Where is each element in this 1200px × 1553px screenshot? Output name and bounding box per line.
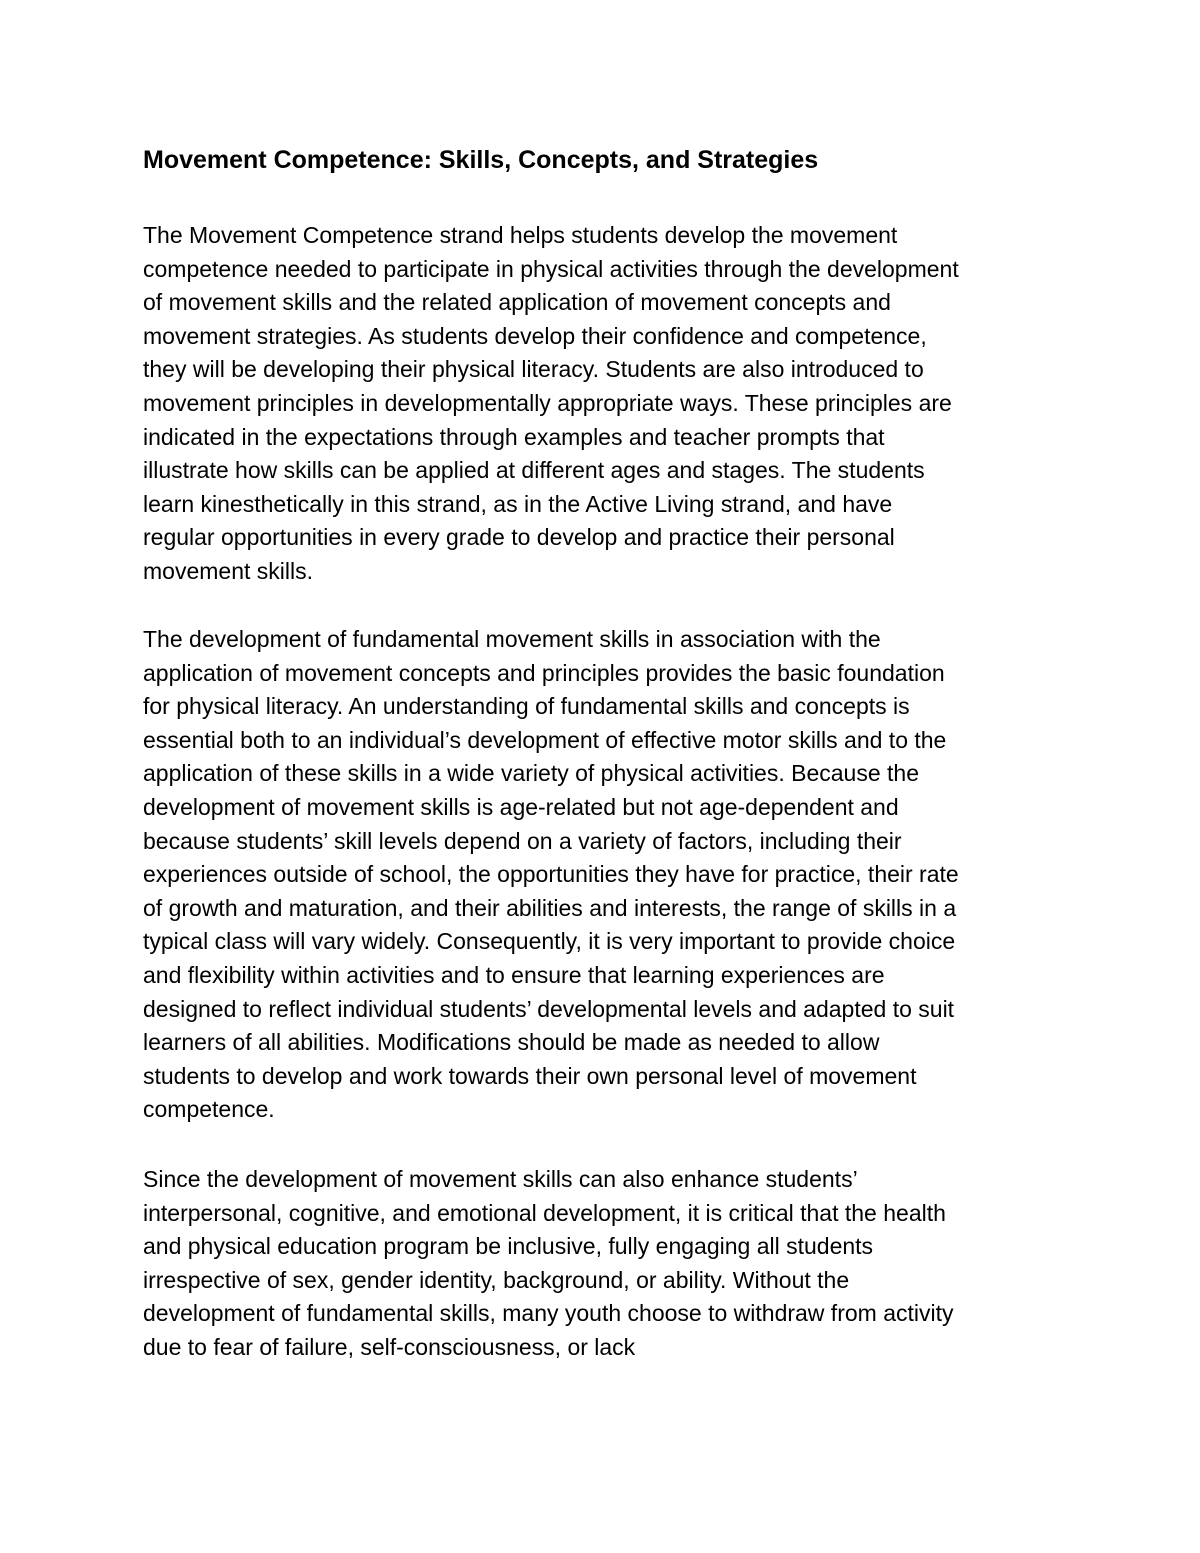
text-line: development of fundamental skills, many youth choose to withdraw from activity: [143, 1300, 954, 1327]
text-line: development of movement skills is age-related but not age-dependent and: [143, 793, 899, 820]
text-line: for physical literacy. An understanding of fundamental skills and concepts is: [143, 693, 910, 720]
text-line: application of movement concepts and principles provides the basic foundation: [143, 659, 945, 686]
text-line: students to develop and work towards their own personal level of movement: [143, 1062, 917, 1089]
text-line: indicated in the expectations through examples and teacher prompts that: [143, 423, 885, 450]
text-line: designed to reflect individual students’ developmental levels and adapted to suit: [143, 995, 955, 1022]
text-line: experiences outside of school, the opportunities they have for practice, their rate: [143, 861, 959, 888]
page-title: Movement Competence: Skills, Concepts, and Strategies: [143, 146, 819, 174]
text-line: irrespective of sex, gender identity, background, or ability. Without the: [143, 1266, 850, 1293]
text-line: Since the development of movement skills can also enhance students’: [143, 1166, 858, 1192]
text-line: and physical education program be inclusive, fully engaging all students: [143, 1233, 874, 1260]
text-line: due to fear of failure, self-consciousness, or lack: [143, 1333, 636, 1360]
text-line: and flexibility within activities and to ensure that learning experiences are: [143, 961, 885, 988]
text-line: movement principles in developmentally appropriate ways. These principles are: [143, 389, 952, 416]
text-line: interpersonal, cognitive, and emotional development, it is critical that the health: [143, 1199, 946, 1226]
text-line: competence.: [143, 1096, 275, 1123]
text-line: movement strategies. As students develop their confidence and competence,: [143, 322, 927, 349]
text-line: application of these skills in a wide variety of physical activities. Because the: [143, 760, 920, 787]
paragraph-2: [143, 623, 959, 1127]
text-line: they will be developing their physical literacy. Students are also introduced to: [143, 356, 924, 383]
text-line: The development of fundamental movement skills in association with the: [143, 626, 881, 652]
text-line: regular opportunities in every grade to develop and practice their personal: [143, 524, 895, 551]
paragraph-1: [143, 219, 959, 589]
text-line: illustrate how skills can be applied at different ages and stages. The students: [143, 457, 925, 484]
paragraph-3: [143, 1163, 954, 1365]
text-line: typical class will vary widely. Consequently, it is very important to provide choice: [143, 928, 956, 955]
text-line: The Movement Competence strand helps students develop the movement: [143, 222, 898, 248]
text-line: learn kinesthetically in this strand, as in the Active Living strand, and have: [143, 490, 893, 517]
text-line: of movement skills and the related application of movement concepts and: [143, 289, 891, 316]
text-line: movement skills.: [143, 557, 313, 584]
text-line: essential both to an individual’s development of effective motor skills and to the: [143, 726, 947, 753]
text-line: competence needed to participate in physical activities through the development: [143, 255, 959, 282]
text-line: of growth and maturation, and their abilities and interests, the range of skills in a: [143, 894, 957, 921]
text-line: because students’ skill levels depend on a variety of factors, including their: [143, 827, 902, 854]
text-line: learners of all abilities. Modifications should be made as needed to allow: [143, 1029, 880, 1056]
